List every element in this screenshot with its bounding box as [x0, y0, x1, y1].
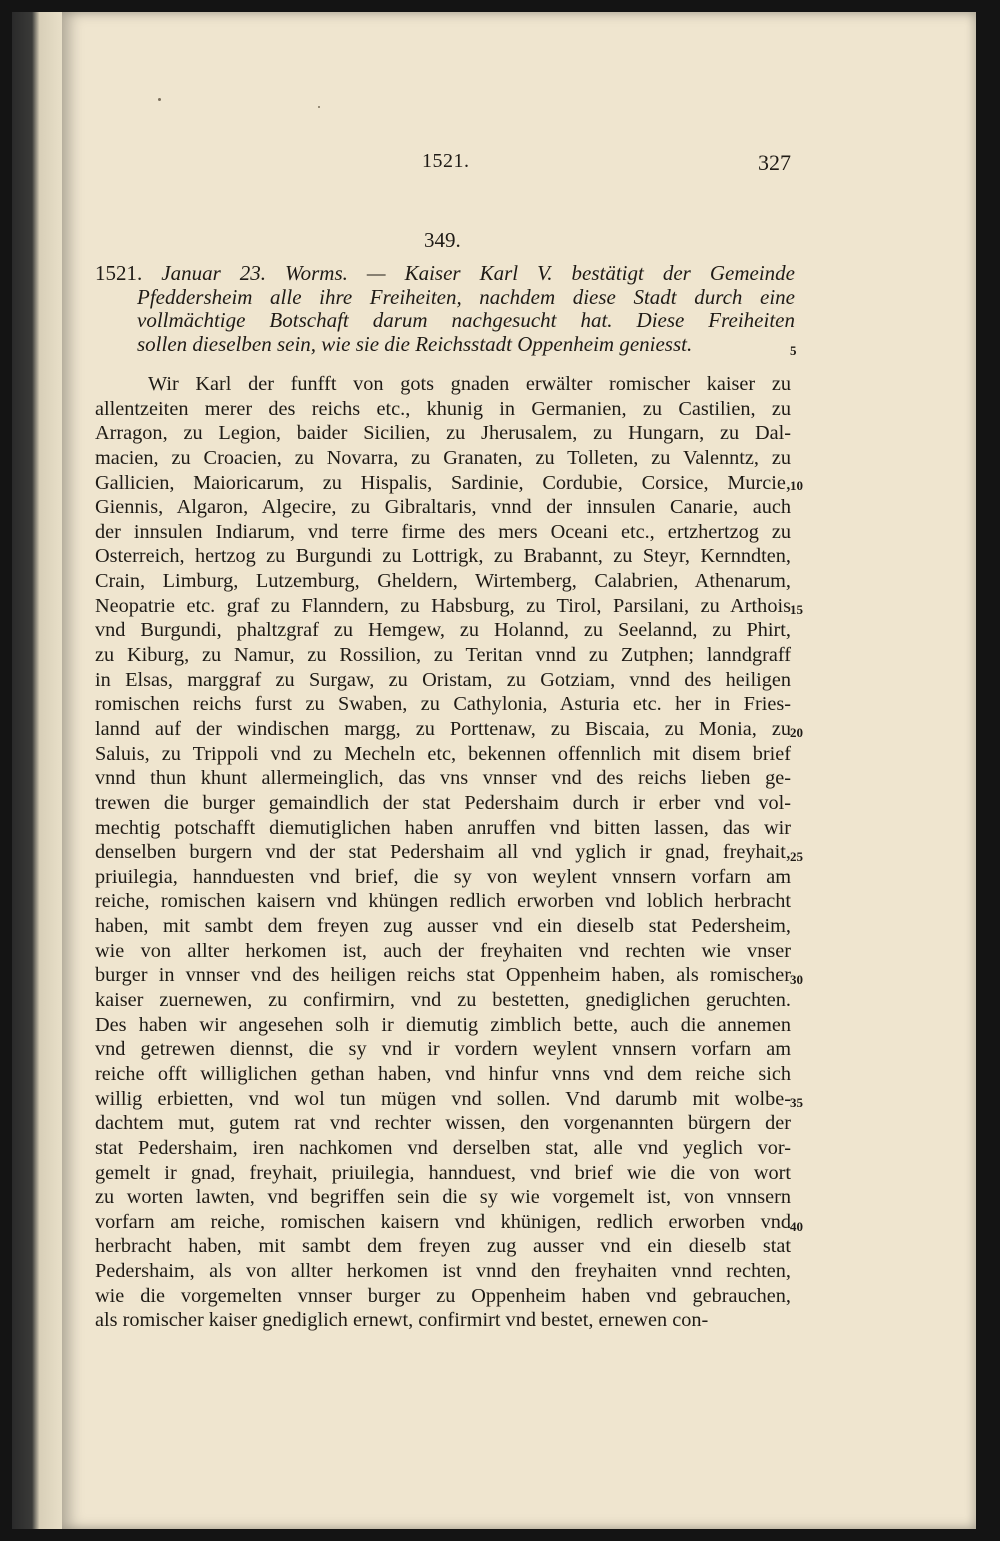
- body-line: reiche offt williglichen gethan haben, vnd hinfur vnns vnd dem reiche sich: [95, 1062, 791, 1085]
- heading-line-3-text: vollmächtige Botschaft darum nachgesucht hat. Diese Freiheiten: [137, 308, 795, 332]
- body-line: in Elsas, marggraf zu Surgaw, zu Oristam, zu Gotziam, vnnd des heiligen: [95, 668, 791, 691]
- heading-line-2-text: Pfeddersheim alle ihre Freiheiten, nachdem diese Stadt durch eine: [137, 284, 795, 309]
- body-line: burger in vnnser vnd des heiligen reichs stat Oppenheim haben, als romischer: [95, 964, 791, 987]
- body-line: herbracht haben, mit sambt dem freyen zug ausser vnd ein dieselb stat: [95, 1235, 791, 1258]
- heading-line-1-text: Januar 23. Worms. — Kaiser Karl V. bestätigt der Gemeinde: [161, 261, 795, 285]
- body-line: kaiser zuernewen, zu confirmirn, vnd zu bestetten, gnediglichen geruchten.: [95, 989, 791, 1012]
- body-line: vnd Burgundi, phaltzgraf zu Hemgew, zu Holannd, zu Seelannd, zu Phirt,: [95, 619, 791, 642]
- body-line: als romischer kaiser gnediglich ernewt, confirmirt vnd bestet, ernewen con-: [95, 1309, 709, 1332]
- line-number: 20: [790, 725, 803, 740]
- heading-line-2: [95, 286, 795, 310]
- heading-line-4-text: sollen dieselben sein, wie sie die Reichsstadt Oppenheim geniesst.: [137, 331, 693, 356]
- body-line: zu Kiburg, zu Namur, zu Rossilion, zu Teritan vnnd zu Zutphen; lanndgraff: [95, 644, 791, 667]
- book-spine: [12, 12, 62, 1529]
- body-line: vnd getrewen diennst, die sy vnd ir vordern weylent vnnsern vorfarn am: [95, 1038, 791, 1061]
- line-number: 10: [790, 478, 803, 493]
- document-heading: [95, 262, 795, 356]
- heading-line-4: [95, 333, 795, 357]
- body-line: allentzeiten merer des reichs etc., khunig in Germanien, zu Castilien, zu: [95, 397, 791, 420]
- body-line: wie von allter herkomen ist, auch der freyhaiten vnd rechten wie vnser: [95, 939, 791, 962]
- heading-line-3: [95, 309, 795, 333]
- line-number: 35: [790, 1095, 803, 1110]
- line-number: 15: [790, 602, 803, 617]
- body-line: priuilegia, hannduesten vnd brief, die sy von weylent vnnsern vorfarn am: [95, 865, 791, 888]
- body-line: Crain, Limburg, Lutzemburg, Gheldern, Wirtemberg, Calabrien, Athenarum,: [95, 570, 791, 593]
- heading-line-1: [95, 262, 795, 286]
- body-line: mechtig potschafft diemutiglichen haben anruffen vnd bitten lassen, das wir: [95, 816, 791, 839]
- body-line: Des haben wir angesehen solh ir diemutig zimblich bette, auch die annemen: [95, 1013, 791, 1036]
- paper-speck: [158, 98, 161, 101]
- line-number: 30: [790, 972, 803, 987]
- body-line: zu worten lawten, vnd begriffen sein die sy wie vorgemelt ist, von vnnsern: [95, 1186, 791, 1209]
- body-line: Wir Karl der funfft von gots gnaden erwälter romischer kaiser zu: [148, 373, 791, 395]
- body-line: trewen die burger gemaindlich der stat Pedershaim durch ir erber vnd vol-: [95, 791, 791, 814]
- line-number: 25: [790, 849, 803, 864]
- line-number: 5: [790, 343, 797, 358]
- paper-speck: [318, 106, 320, 108]
- body-line: der innsulen Indiarum, vnd terre firme des mers Oceani etc., ertzhertzog zu: [95, 520, 791, 543]
- body-line: romischen reichs furst zu Swaben, zu Cathylonia, Asturia etc. her in Fries-: [95, 693, 791, 716]
- body-line: dachtem mut, gutem rat vnd rechter wissen, den vorgenannten bürgern der: [95, 1112, 791, 1135]
- body-line: Gallicien, Maioricarum, zu Hispalis, Sardinie, Cordubie, Corsice, Murcie,: [95, 471, 791, 494]
- body-line: wie die vorgemelten vnnser burger zu Oppenheim haben vnd gebrauchen,: [95, 1284, 791, 1307]
- body-line: Saluis, zu Trippoli vnd zu Mecheln etc, bekennen offennlich mit disem brief: [95, 742, 791, 765]
- body-line: denselben burgern vnd der stat Pedershaim all vnd yglich ir gnad, freyhait,: [95, 841, 791, 864]
- document-number: 349.: [424, 228, 461, 252]
- body-line: vnnd thun khunt allermeinglich, das vns vnnser vnd des reichs lieben ge-: [95, 767, 791, 790]
- heading-date: 1521.: [95, 261, 143, 285]
- body-line: Neopatrie etc. graf zu Flanndern, zu Habsburg, zu Tirol, Parsilani, zu Arthois: [95, 594, 791, 617]
- body-line: Arragon, zu Legion, baider Sicilien, zu Jherusalem, zu Hungarn, zu Dal-: [95, 422, 791, 445]
- page-number: 327: [758, 150, 791, 175]
- running-header-year: 1521.: [422, 150, 470, 172]
- document-body: [95, 372, 791, 1333]
- body-line: vorfarn am reiche, romischen kaisern vnd khünigen, redlich erworben vnd: [95, 1210, 791, 1233]
- body-line: gemelt ir gnad, freyhait, priuilegia, hannduest, vnd brief wie die von wort: [95, 1161, 791, 1184]
- body-line: haben, mit sambt dem freyen zug ausser vnd ein dieselb stat Pedersheim,: [95, 915, 791, 938]
- line-number: 40: [790, 1219, 803, 1234]
- body-line: Osterreich, hertzog zu Burgundi zu Lottrigk, zu Brabannt, zu Steyr, Kernndten,: [95, 545, 791, 568]
- body-line: Giennis, Algaron, Algecire, zu Gibraltaris, vnnd der innsulen Canarie, auch: [95, 496, 791, 519]
- body-line: willig erbietten, vnd wol tun mügen vnd sollen. Vnd darumb mit wolbe-: [95, 1087, 791, 1110]
- body-line: stat Pedershaim, iren nachkomen vnd derselben stat, alle vnd yeglich vor-: [95, 1136, 791, 1159]
- body-line: Pedershaim, als von allter herkomen ist vnnd den freyhaiten vnnd rechten,: [95, 1260, 791, 1283]
- body-line: lannd auf der windischen margg, zu Porttenaw, zu Biscaia, zu Monia, zu: [95, 717, 791, 740]
- body-line: macien, zu Croacien, zu Novarra, zu Granaten, zu Tolleten, zu Valenntz, zu: [95, 446, 791, 469]
- body-line: reiche, romischen kaisern vnd khüngen redlich erworben vnd loblich herbracht: [95, 890, 791, 913]
